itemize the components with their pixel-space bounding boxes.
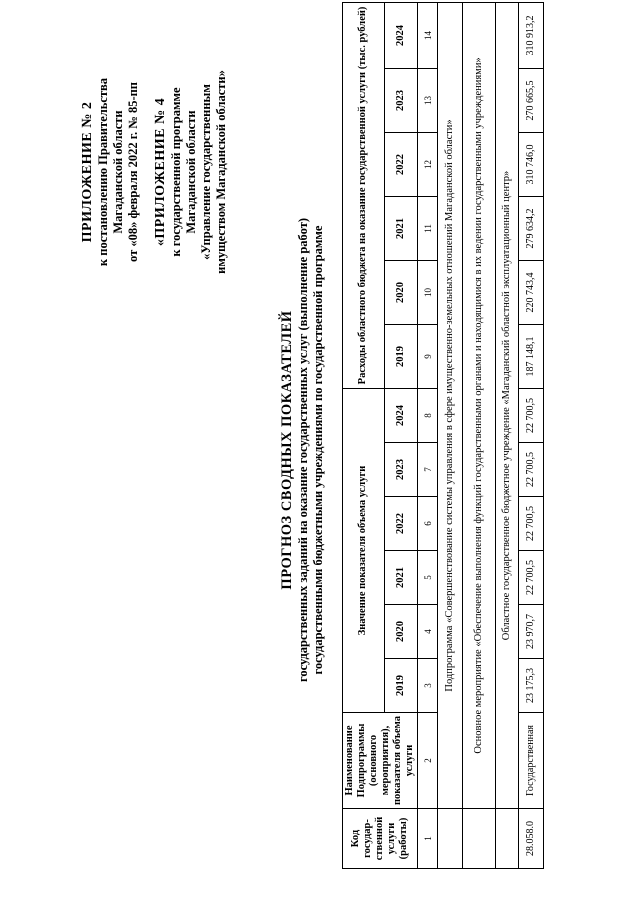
- year-header: 2024: [384, 388, 417, 442]
- column-number: 9: [418, 324, 438, 388]
- organization-title: Областное государственное бюджетное учреждение «Магаданский областной эксплуатационный центр»: [496, 2, 519, 808]
- table-header-row: [343, 2, 385, 868]
- volume-value: 22 700,5: [519, 497, 544, 551]
- year-header: 2021: [384, 551, 417, 605]
- column-number: 12: [418, 132, 438, 196]
- column-number: 5: [418, 551, 438, 605]
- expense-value: 310 913,2: [519, 2, 544, 68]
- main-event-title: Основное мероприятие «Обеспечение выполнения функций государственными органами и находящимися в их ведении государственными учреждениями»: [463, 2, 496, 808]
- year-header: 2022: [384, 132, 417, 196]
- volume-value: 22 700,5: [519, 388, 544, 442]
- service-code: 28.058.0: [519, 809, 544, 869]
- document-subtitle-2: государственными бюджетными учреждениями по государственной программе: [311, 225, 325, 675]
- spacer: [141, 7, 153, 337]
- empty-cell: [463, 809, 496, 869]
- column-number: 3: [418, 659, 438, 713]
- volume-value: 22 700,5: [519, 443, 544, 497]
- document-subtitle: государственных заданий на оказание государственных услуг (выполнение работ): [296, 218, 310, 682]
- year-header: 2023: [384, 68, 417, 132]
- column-number: 6: [418, 497, 438, 551]
- expense-value: 279 634,2: [519, 196, 544, 260]
- header-line: к постановлению Правительства: [96, 77, 110, 267]
- column-number: 13: [418, 68, 438, 132]
- volume-value: 23 175,3: [519, 659, 544, 713]
- appendix-number-2: «ПРИЛОЖЕНИЕ № 4: [153, 97, 168, 247]
- year-header: 2023: [384, 443, 417, 497]
- header-line: Магаданской области: [184, 110, 198, 234]
- volume-value: 23 970,7: [519, 605, 544, 659]
- year-header: 2024: [384, 2, 417, 68]
- subprogram-row: [438, 2, 463, 868]
- year-header: 2022: [384, 497, 417, 551]
- column-number: 1: [418, 809, 438, 869]
- header-code: Код государ-ственной услуги (работы): [343, 809, 418, 869]
- column-number: 4: [418, 605, 438, 659]
- organization-row: [496, 2, 519, 868]
- header-volume-group: Значение показателя объема услуги: [343, 388, 385, 712]
- header-name: Наименование Подпрограммы (основного мероприятия), показателя объема услуги: [343, 713, 418, 809]
- header-line: к государственной программе: [169, 87, 183, 257]
- appendix-number: ПРИЛОЖЕНИЕ № 2: [80, 101, 95, 243]
- header-expense-group: Расходы областного бюджета на оказание государственной услуги (тыс. рублей): [343, 2, 385, 388]
- volume-value: 22 700,5: [519, 551, 544, 605]
- header-line: «Управление государственным: [199, 84, 213, 260]
- column-number: 8: [418, 388, 438, 442]
- appendix-header: [80, 7, 229, 337]
- main-event-row: [463, 2, 496, 868]
- column-number: 14: [418, 2, 438, 68]
- year-header: 2019: [384, 659, 417, 713]
- header-line: имуществом Магаданской области»: [214, 70, 228, 274]
- header-line: Магаданской области: [111, 110, 125, 234]
- column-number: 10: [418, 260, 438, 324]
- column-number: 7: [418, 443, 438, 497]
- year-header: 2020: [384, 605, 417, 659]
- expense-value: 270 665,5: [519, 68, 544, 132]
- expense-value: 220 743,4: [519, 260, 544, 324]
- subprogram-title: Подпрограмма «Совершенствование системы управления в сфере имущественно-земельных отношений Магаданской области»: [438, 2, 463, 808]
- document-title-block: [278, 115, 326, 785]
- year-header: 2019: [384, 324, 417, 388]
- service-name: Государственная: [519, 713, 544, 809]
- column-number: 2: [418, 713, 438, 809]
- year-header: 2021: [384, 196, 417, 260]
- column-number-row: [418, 2, 438, 868]
- document-title: ПРОГНОЗ СВОДНЫХ ПОКАЗАТЕЛЕЙ: [279, 310, 295, 590]
- empty-cell: [496, 809, 519, 869]
- empty-cell: [438, 809, 463, 869]
- table-row: [519, 2, 544, 868]
- header-line: от «08» февраля 2022 г. № 85-пп: [126, 81, 140, 263]
- year-header: 2020: [384, 260, 417, 324]
- expense-value: 187 148,1: [519, 324, 544, 388]
- column-number: 11: [418, 196, 438, 260]
- forecast-table: [342, 2, 544, 869]
- expense-value: 310 746,0: [519, 132, 544, 196]
